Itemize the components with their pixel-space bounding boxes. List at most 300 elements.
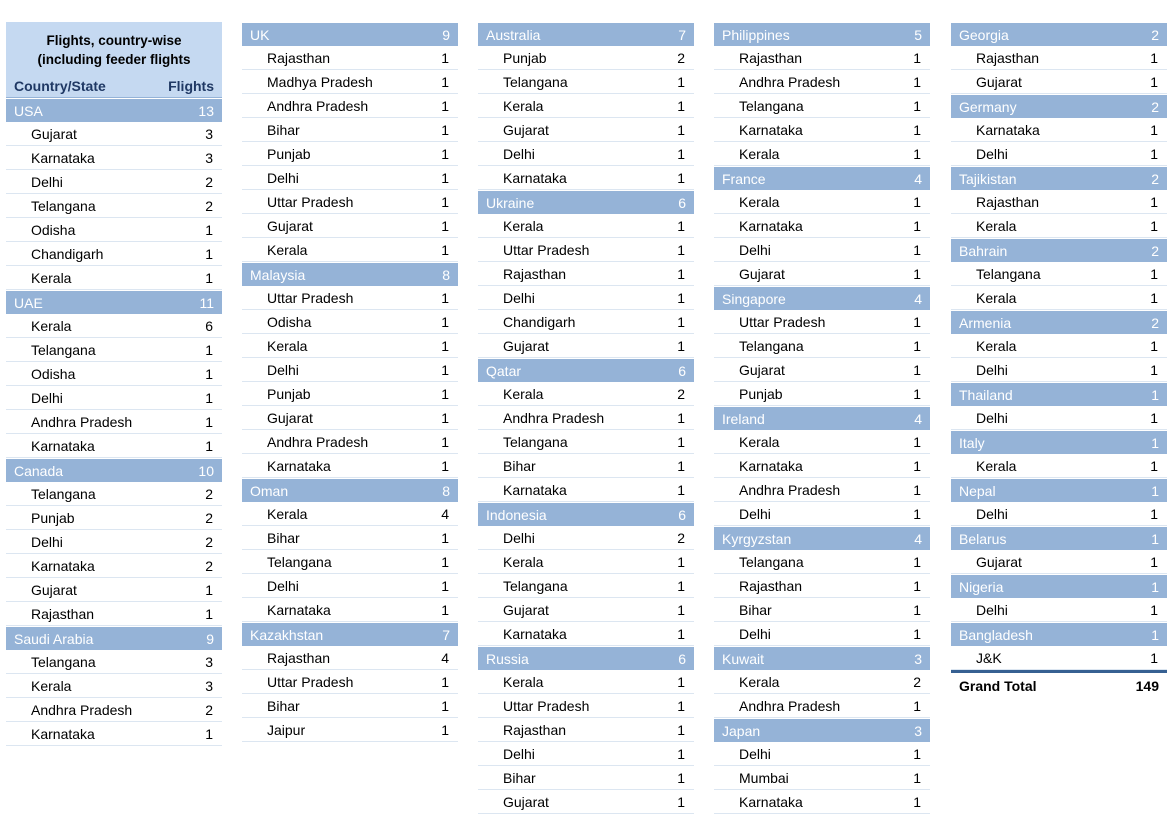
state-flights: 1	[441, 98, 449, 114]
state-flights: 1	[441, 242, 449, 258]
country-header-row	[478, 502, 694, 526]
table-row	[714, 310, 930, 334]
state-flights: 1	[441, 602, 449, 618]
country-total: 4	[914, 531, 922, 547]
table-row	[242, 286, 458, 310]
state-flights: 4	[441, 506, 449, 522]
table-row	[6, 218, 222, 242]
country-header-row	[951, 526, 1167, 550]
state-name: Kerala	[503, 554, 544, 570]
table-row	[242, 310, 458, 334]
state-flights: 2	[677, 50, 685, 66]
state-name: Telangana	[739, 554, 804, 570]
state-name: Delhi	[739, 746, 771, 762]
table-row	[714, 382, 930, 406]
state-flights: 2	[913, 674, 921, 690]
country-header-row	[6, 626, 222, 650]
state-name: Bihar	[267, 530, 300, 546]
state-name: Gujarat	[503, 794, 549, 810]
state-flights: 1	[441, 458, 449, 474]
table-row	[478, 718, 694, 742]
state-flights: 1	[441, 578, 449, 594]
state-name: Gujarat	[503, 602, 549, 618]
state-flights: 1	[913, 122, 921, 138]
table-row	[6, 410, 222, 434]
state-flights: 1	[913, 506, 921, 522]
state-name: Delhi	[267, 170, 299, 186]
state-flights: 2	[205, 558, 213, 574]
country-name: Malaysia	[250, 267, 306, 283]
state-flights: 1	[205, 270, 213, 286]
country-name: Tajikistan	[959, 171, 1017, 187]
state-flights: 1	[441, 74, 449, 90]
state-name: Gujarat	[267, 218, 313, 234]
state-name: Uttar Pradesh	[503, 242, 590, 258]
state-name: Kerala	[976, 290, 1017, 306]
country-header-row	[478, 358, 694, 382]
country-total: 11	[199, 295, 214, 311]
state-name: Gujarat	[739, 362, 785, 378]
state-name: Delhi	[503, 290, 535, 306]
state-name: Rajasthan	[503, 266, 567, 282]
table-row	[951, 454, 1167, 478]
table-row	[242, 526, 458, 550]
table-row	[951, 46, 1167, 70]
state-flights: 1	[441, 362, 449, 378]
state-flights: 1	[205, 726, 213, 742]
country-name: Oman	[250, 483, 289, 499]
country-name: Ireland	[722, 411, 765, 427]
state-flights: 1	[913, 266, 921, 282]
table-row	[242, 502, 458, 526]
state-name: Karnataka	[31, 438, 95, 454]
state-flights: 1	[1150, 146, 1158, 162]
table-row	[478, 622, 694, 646]
state-name: Kerala	[267, 242, 308, 258]
table-row	[478, 550, 694, 574]
country-name: Kuwait	[722, 651, 765, 667]
state-name: Kerala	[503, 386, 544, 402]
table-row	[6, 146, 222, 170]
table-row	[6, 386, 222, 410]
state-name: Kerala	[267, 338, 308, 354]
table-row	[242, 406, 458, 430]
state-name: Karnataka	[31, 726, 95, 742]
state-flights: 1	[913, 338, 921, 354]
country-groups	[714, 22, 930, 814]
table-row	[951, 286, 1167, 310]
state-flights: 1	[441, 530, 449, 546]
state-flights: 1	[913, 362, 921, 378]
country-name: Kyrgyzstan	[722, 531, 792, 547]
state-name: Odisha	[267, 314, 312, 330]
state-name: Rajasthan	[267, 650, 331, 666]
state-flights: 1	[205, 606, 213, 622]
table-row	[6, 698, 222, 722]
country-name: Germany	[959, 99, 1017, 115]
table-row	[714, 142, 930, 166]
table-row	[478, 406, 694, 430]
state-flights: 1	[677, 626, 685, 642]
country-groups	[242, 22, 458, 742]
state-flights: 1	[441, 218, 449, 234]
state-flights: 1	[441, 674, 449, 690]
state-flights: 1	[913, 578, 921, 594]
country-name: UAE	[14, 295, 43, 311]
table-row	[478, 694, 694, 718]
state-name: Rajasthan	[976, 194, 1040, 210]
country-header-row	[6, 458, 222, 482]
state-name: Bihar	[267, 698, 300, 714]
table-row	[6, 242, 222, 266]
country-header-row	[714, 526, 930, 550]
state-flights: 1	[441, 122, 449, 138]
state-name: Kerala	[31, 318, 72, 334]
state-name: Bihar	[739, 602, 772, 618]
country-total: 2	[1151, 27, 1159, 43]
state-flights: 1	[913, 50, 921, 66]
country-name: USA	[14, 103, 43, 119]
state-flights: 1	[913, 554, 921, 570]
state-flights: 1	[1150, 650, 1158, 666]
state-flights: 4	[441, 650, 449, 666]
country-name: Nepal	[959, 483, 996, 499]
table-row	[714, 262, 930, 286]
country-header-row	[951, 238, 1167, 262]
country-name: Italy	[959, 435, 985, 451]
table-row	[242, 670, 458, 694]
state-name: Kerala	[739, 194, 780, 210]
grand-total-row	[951, 670, 1167, 696]
state-flights: 1	[677, 458, 685, 474]
country-name: Qatar	[486, 363, 522, 379]
country-groups	[951, 22, 1167, 670]
table-row	[478, 598, 694, 622]
table-row	[6, 266, 222, 290]
grand-total-label: Grand Total	[959, 678, 1037, 694]
state-name: Telangana	[31, 486, 96, 502]
country-total: 6	[678, 363, 686, 379]
state-flights: 1	[677, 290, 685, 306]
state-name: Kerala	[976, 458, 1017, 474]
state-flights: 1	[1150, 194, 1158, 210]
state-name: Karnataka	[739, 122, 803, 138]
country-name: Nigeria	[959, 579, 1004, 595]
state-name: Delhi	[267, 578, 299, 594]
country-total: 4	[914, 411, 922, 427]
state-name: Uttar Pradesh	[739, 314, 826, 330]
table-title-line-2: (including feeder flights	[37, 52, 191, 67]
state-flights: 2	[205, 198, 213, 214]
state-name: Punjab	[267, 386, 311, 402]
state-name: Rajasthan	[503, 722, 567, 738]
state-name: Gujarat	[31, 126, 77, 142]
table-row	[478, 238, 694, 262]
state-name: Gujarat	[503, 122, 549, 138]
state-flights: 1	[913, 698, 921, 714]
state-flights: 1	[677, 218, 685, 234]
state-name: Karnataka	[739, 218, 803, 234]
state-flights: 1	[441, 722, 449, 738]
country-total: 4	[914, 291, 922, 307]
country-name: Saudi Arabia	[14, 631, 94, 647]
table-row	[478, 94, 694, 118]
state-name: Rajasthan	[976, 50, 1040, 66]
table-row	[242, 454, 458, 478]
country-header-row	[951, 574, 1167, 598]
table-row	[714, 502, 930, 526]
table-row	[242, 382, 458, 406]
table-row	[714, 574, 930, 598]
table-row	[951, 598, 1167, 622]
state-flights: 1	[677, 266, 685, 282]
country-total: 3	[914, 723, 922, 739]
state-flights: 1	[677, 722, 685, 738]
country-header-row	[478, 22, 694, 46]
state-flights: 1	[913, 146, 921, 162]
table-row	[714, 478, 930, 502]
state-name: Gujarat	[739, 266, 785, 282]
table-row	[478, 382, 694, 406]
state-flights: 1	[441, 698, 449, 714]
country-header-row	[242, 622, 458, 646]
state-flights: 1	[677, 434, 685, 450]
state-flights: 1	[677, 746, 685, 762]
table-row	[714, 358, 930, 382]
state-flights: 1	[441, 50, 449, 66]
table-row	[6, 170, 222, 194]
table-row	[242, 166, 458, 190]
country-total: 8	[442, 483, 450, 499]
table-row	[951, 142, 1167, 166]
state-flights: 1	[441, 314, 449, 330]
country-name: Thailand	[959, 387, 1013, 403]
country-total: 1	[1151, 579, 1159, 595]
table-row	[714, 790, 930, 814]
state-name: Telangana	[31, 654, 96, 670]
state-flights: 3	[205, 126, 213, 142]
state-name: Gujarat	[31, 582, 77, 598]
state-name: Kerala	[267, 506, 308, 522]
country-name: Ukraine	[486, 195, 535, 211]
country-total: 1	[1151, 627, 1159, 643]
country-header-row	[478, 646, 694, 670]
table-row	[6, 314, 222, 338]
table-row	[6, 194, 222, 218]
state-name: Rajasthan	[739, 50, 803, 66]
country-header-row	[714, 286, 930, 310]
country-name: Australia	[486, 27, 541, 43]
state-name: Odisha	[31, 222, 76, 238]
state-flights: 1	[677, 314, 685, 330]
state-name: Jaipur	[267, 722, 306, 738]
state-flights: 1	[441, 170, 449, 186]
country-name: Indonesia	[486, 507, 547, 523]
country-header-row	[242, 22, 458, 46]
state-name: Uttar Pradesh	[267, 290, 354, 306]
table-row	[242, 118, 458, 142]
country-name: Philippines	[722, 27, 790, 43]
state-name: Karnataka	[267, 602, 331, 618]
state-flights: 1	[913, 458, 921, 474]
country-header-row	[951, 430, 1167, 454]
country-total: 6	[678, 507, 686, 523]
state-name: Gujarat	[976, 74, 1022, 90]
state-flights: 2	[205, 534, 213, 550]
table-row	[242, 358, 458, 382]
table-column-2	[242, 22, 458, 742]
state-name: Delhi	[31, 390, 63, 406]
table-row	[951, 646, 1167, 670]
column-header	[6, 74, 222, 98]
country-name: Kazakhstan	[250, 627, 324, 643]
state-name: Odisha	[31, 366, 76, 382]
table-row	[951, 358, 1167, 382]
flights-header: Flights	[168, 78, 214, 94]
table-column-3	[478, 22, 694, 814]
table-row	[714, 550, 930, 574]
state-flights: 1	[677, 410, 685, 426]
state-flights: 2	[205, 486, 213, 502]
state-name: Telangana	[503, 578, 568, 594]
state-name: Kerala	[31, 270, 72, 286]
table-row	[714, 94, 930, 118]
table-column-1	[6, 22, 222, 746]
state-flights: 2	[205, 702, 213, 718]
state-flights: 2	[677, 386, 685, 402]
state-name: Kerala	[503, 674, 544, 690]
country-header-row	[951, 478, 1167, 502]
country-header-row	[6, 98, 222, 122]
state-flights: 1	[913, 794, 921, 810]
country-total: 2	[1151, 315, 1159, 331]
state-flights: 1	[1150, 338, 1158, 354]
state-name: Rajasthan	[739, 578, 803, 594]
state-name: Karnataka	[503, 482, 567, 498]
state-flights: 1	[1150, 266, 1158, 282]
state-flights: 1	[913, 242, 921, 258]
country-header-row	[242, 478, 458, 502]
country-total: 7	[678, 27, 686, 43]
country-total: 10	[198, 463, 214, 479]
country-total: 9	[206, 631, 214, 647]
state-name: Delhi	[503, 146, 535, 162]
country-header-row	[951, 310, 1167, 334]
state-name: Mumbai	[739, 770, 789, 786]
state-flights: 3	[205, 654, 213, 670]
country-total: 5	[914, 27, 922, 43]
table-row	[242, 214, 458, 238]
country-total: 9	[442, 27, 450, 43]
state-flights: 1	[1150, 362, 1158, 378]
country-name: Japan	[722, 723, 761, 739]
table-row	[478, 334, 694, 358]
state-name: Kerala	[739, 146, 780, 162]
table-row	[951, 118, 1167, 142]
state-flights: 1	[1150, 290, 1158, 306]
table-row	[714, 622, 930, 646]
table-row	[6, 482, 222, 506]
state-name: Andhra Pradesh	[267, 434, 369, 450]
country-header-row	[951, 166, 1167, 190]
table-row	[714, 190, 930, 214]
table-row	[714, 598, 930, 622]
state-flights: 1	[1150, 122, 1158, 138]
table-row	[6, 362, 222, 386]
state-name: Uttar Pradesh	[267, 194, 354, 210]
table-row	[478, 118, 694, 142]
state-flights: 1	[677, 74, 685, 90]
table-title	[6, 22, 222, 74]
country-name: Belarus	[959, 531, 1007, 547]
state-flights: 1	[677, 482, 685, 498]
state-flights: 2	[205, 510, 213, 526]
state-name: Telangana	[503, 434, 568, 450]
state-name: Rajasthan	[31, 606, 95, 622]
state-name: Punjab	[739, 386, 783, 402]
country-name: Russia	[486, 651, 529, 667]
state-flights: 2	[205, 174, 213, 190]
country-total: 6	[678, 651, 686, 667]
country-name: France	[722, 171, 766, 187]
country-total: 2	[1151, 99, 1159, 115]
country-name: Armenia	[959, 315, 1012, 331]
state-flights: 1	[1150, 458, 1158, 474]
state-flights: 1	[441, 554, 449, 570]
table-row	[242, 718, 458, 742]
table-row	[951, 406, 1167, 430]
state-name: Telangana	[739, 338, 804, 354]
country-groups	[478, 22, 694, 814]
state-flights: 1	[677, 170, 685, 186]
state-flights: 1	[677, 242, 685, 258]
table-title-line-1: Flights, country-wise	[46, 33, 182, 48]
state-flights: 3	[205, 678, 213, 694]
state-flights: 1	[1150, 218, 1158, 234]
table-row	[951, 334, 1167, 358]
state-flights: 1	[913, 74, 921, 90]
table-row	[242, 190, 458, 214]
country-total: 7	[442, 627, 450, 643]
table-row	[951, 502, 1167, 526]
table-row	[714, 766, 930, 790]
state-flights: 1	[441, 386, 449, 402]
state-name: Delhi	[31, 174, 63, 190]
state-name: Kerala	[976, 218, 1017, 234]
state-name: Karnataka	[739, 794, 803, 810]
country-total: 8	[442, 267, 450, 283]
table-row	[478, 166, 694, 190]
country-groups	[6, 98, 222, 746]
table-row	[6, 578, 222, 602]
country-header-row	[951, 382, 1167, 406]
state-name: Delhi	[31, 534, 63, 550]
state-flights: 1	[441, 146, 449, 162]
table-row	[242, 574, 458, 598]
state-flights: 6	[205, 318, 213, 334]
state-flights: 1	[913, 98, 921, 114]
state-name: Kerala	[976, 338, 1017, 354]
state-name: Telangana	[503, 74, 568, 90]
table-row	[6, 530, 222, 554]
state-flights: 1	[1150, 506, 1158, 522]
country-total: 2	[1151, 171, 1159, 187]
table-row	[478, 742, 694, 766]
table-row	[242, 646, 458, 670]
state-flights: 1	[441, 434, 449, 450]
state-flights: 1	[205, 390, 213, 406]
state-name: Andhra Pradesh	[739, 698, 841, 714]
